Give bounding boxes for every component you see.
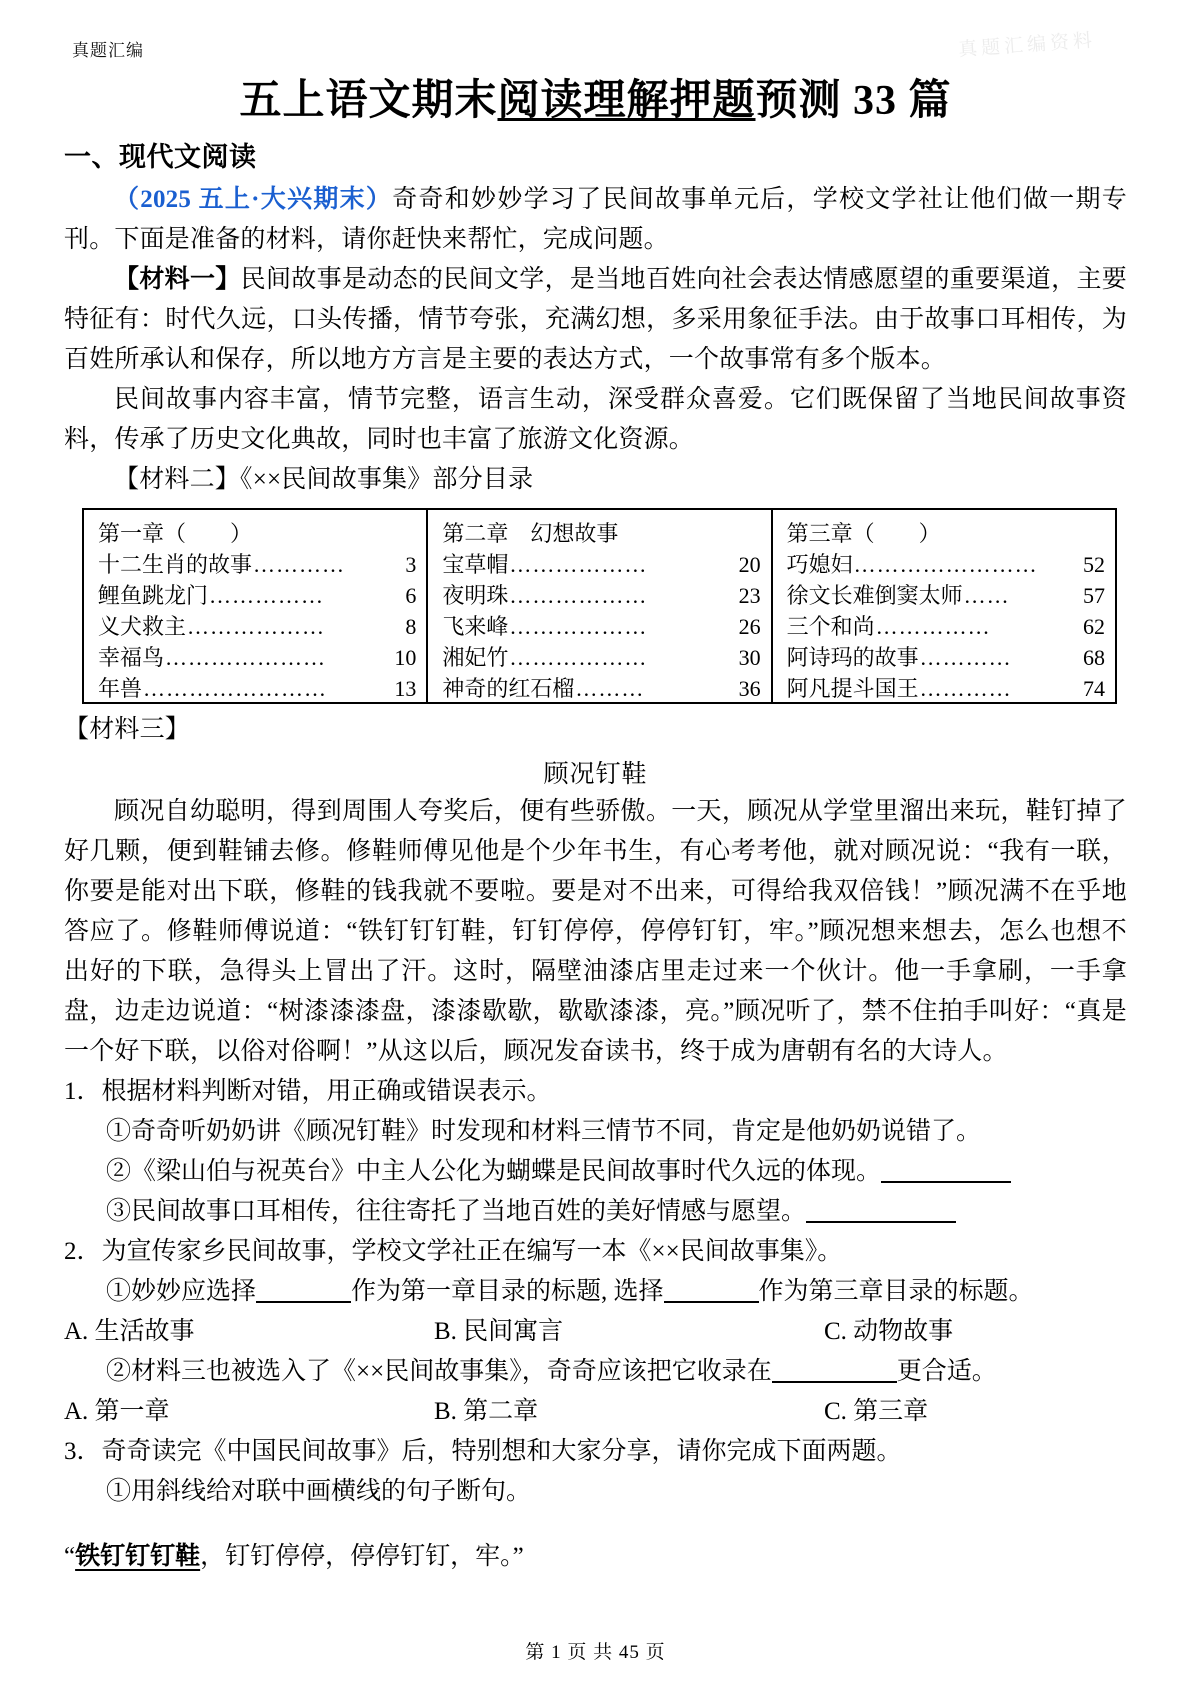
answer-blank[interactable] <box>881 1181 1011 1183</box>
toc-entry-page: 10 <box>394 645 417 670</box>
answer-blank[interactable] <box>772 1381 897 1383</box>
toc-dots: ………… <box>253 552 346 577</box>
toc-entry-page: 52 <box>1082 552 1105 577</box>
toc-entry-name: 阿诗玛的故事 <box>786 645 919 670</box>
toc-entry-page: 6 <box>405 583 417 608</box>
toc-entry <box>98 549 416 580</box>
intro-text: 奇奇和妙妙学习了民间故事单元后，学校文学社让他们做一期专刊。下面是准备的材料，请你赶快来帮忙，完成问题。 <box>64 186 1127 253</box>
toc-entry-name: 十二生肖的故事 <box>98 552 253 577</box>
table-of-contents <box>82 508 1117 704</box>
question-3-stem: 奇奇读完《中国民间故事》后，特别想和大家分享，请你完成下面两题。 <box>101 1438 902 1465</box>
toc-entry-name: 义犬救主 <box>98 614 187 639</box>
toc-entry-name: 徐文长难倒窦太师 <box>786 583 963 608</box>
option-c[interactable]: C. 动物故事 <box>824 1318 954 1345</box>
title-pre: 五上语文期末 <box>239 78 498 124</box>
question-2-number: 2． <box>64 1238 102 1265</box>
quote-open: “ <box>64 1543 76 1570</box>
question-2-options-1 <box>64 1312 1127 1352</box>
toc-column-3 <box>771 510 1115 702</box>
question-1 <box>64 1072 1127 1112</box>
question-2-sub1-part-a: ①妙妙应选择 <box>106 1278 257 1305</box>
toc-entry-name: 宝草帽 <box>442 552 509 577</box>
question-3 <box>64 1432 1127 1472</box>
question-2-sub-1 <box>64 1272 1127 1312</box>
toc-entry-name: 神奇的红石榴 <box>442 676 575 701</box>
toc-entry-page: 26 <box>738 614 761 639</box>
section-heading: 一、现代文阅读 <box>64 142 257 172</box>
toc-dots: ……………… <box>187 614 326 639</box>
toc-dots: …………… <box>209 583 325 608</box>
toc-entry-page: 8 <box>405 614 417 639</box>
toc-entry <box>442 642 760 673</box>
toc-entry <box>787 642 1105 673</box>
toc-entry <box>787 580 1105 611</box>
toc-entry <box>787 673 1105 704</box>
toc-entry-name: 飞来峰 <box>442 614 509 639</box>
toc-dots: ……………… <box>509 614 648 639</box>
toc-entry-page: 36 <box>738 676 761 701</box>
quote-rest: ，钉钉停停，停停钉钉，牢。” <box>200 1543 524 1570</box>
question-2-sub1-part-c: 作为第三章目录的标题。 <box>758 1278 1034 1305</box>
option-b[interactable]: B. 第二章 <box>434 1398 539 1425</box>
question-2 <box>64 1232 1127 1272</box>
toc-entry <box>442 580 760 611</box>
toc-entry-page: 30 <box>738 645 761 670</box>
toc-entry-name: 三个和尚 <box>786 614 875 639</box>
question-3-quote <box>64 1537 1127 1577</box>
toc-entry <box>787 611 1105 642</box>
page-footer: 第 1 页 共 45 页 <box>525 1642 666 1663</box>
option-a[interactable]: A. 第一章 <box>64 1398 170 1425</box>
title-underlined: 阅读理解押题 <box>497 78 756 124</box>
toc-entry-page: 13 <box>394 676 417 701</box>
quote-underlined: 铁钉钉钉鞋 <box>75 1543 201 1570</box>
toc-entry <box>442 673 760 704</box>
header-tag: 真题汇编 <box>72 41 144 60</box>
toc-entry <box>98 611 416 642</box>
toc-dots: ……………… <box>509 583 648 608</box>
answer-blank[interactable] <box>256 1301 351 1303</box>
question-2-sub-2 <box>64 1352 1127 1392</box>
toc-dots: ……… <box>575 676 645 701</box>
question-2-options-2 <box>64 1392 1127 1432</box>
toc-dots: ……………… <box>509 645 648 670</box>
toc-entry-page: 20 <box>738 552 761 577</box>
material1-paragraph-2: 民间故事内容丰富，情节完整，语言生动，深受群众喜爱。它们既保留了当地民间故事资料，传承了历史文化典故，同时也丰富了旅游文化资源。 <box>64 386 1127 453</box>
toc-entry-name: 湘妃竹 <box>442 645 509 670</box>
question-1-item-3-text: ③民间故事口耳相传，往往寄托了当地百姓的美好情感与愿望。 <box>106 1198 807 1225</box>
question-2-sub1-part-b: 作为第一章目录的标题, 选择 <box>351 1278 664 1305</box>
toc-entry <box>442 611 760 642</box>
toc-entry-page: 23 <box>738 583 761 608</box>
toc-entry-name: 幸福鸟 <box>98 645 165 670</box>
question-1-item-1: ①奇奇听奶奶讲《顾况钉鞋》时发现和材料三情节不同，肯定是他奶奶说错了。 <box>106 1118 982 1145</box>
toc-dots: ………………… <box>165 645 327 670</box>
watermark: 真题汇编资料 <box>957 30 1097 61</box>
toc-entry-name: 年兽 <box>98 676 143 701</box>
toc-dots: ……………… <box>509 552 648 577</box>
toc-column-title: 第一章（ ） <box>98 521 253 546</box>
option-a[interactable]: A. 生活故事 <box>64 1318 195 1345</box>
question-2-sub2-part-b: 更合适。 <box>896 1358 997 1385</box>
option-c[interactable]: C. 第三章 <box>824 1398 929 1425</box>
toc-entry-name: 鲤鱼跳龙门 <box>98 583 209 608</box>
toc-entry-page: 3 <box>405 552 417 577</box>
title-post: 预测 33 篇 <box>755 78 952 124</box>
story-body: 顾况自幼聪明，得到周围人夸奖后，便有些骄傲。一天，顾况从学堂里溜出来玩，鞋钉掉了好几颗，便到鞋铺去修。修鞋师傅见他是个少年书生，有心考考他，就对顾况说：“我有一联，你要是能对出下联，修鞋的钱我就不要啦。要是对不出来，可得给我双倍钱！”顾况满不在乎地答应了。修鞋师傅说道：“铁钉钉钉鞋，钉钉停停，停停钉钉，牢。”顾况想来想去，怎么也想不出好的下联，急得头上冒出了汗。这时，隔壁油漆店里走过来一个伙计。他一手拿刷，一手拿盘，边走边说道：“树漆漆漆盘，漆漆歇歇，歇歇漆漆，亮。”顾况听了，禁不住拍手叫好：“真是一个好下联，以俗对俗啊！”从这以后，顾况发奋读书，终于成为唐朝有名的大诗人。 <box>64 798 1127 1065</box>
toc-entry-page: 68 <box>1082 645 1105 670</box>
toc-entry-page: 62 <box>1082 614 1105 639</box>
question-2-stem: 为宣传家乡民间故事，学校文学社正在编写一本《××民间故事集》。 <box>101 1238 843 1265</box>
question-2-sub2-part-a: ②材料三也被选入了《××民间故事集》，奇奇应该把它收录在 <box>106 1358 772 1385</box>
toc-entry <box>787 549 1105 580</box>
material1-label: 【材料一】 <box>114 266 241 293</box>
material3-label: 【材料三】 <box>64 716 191 743</box>
toc-entry <box>98 580 416 611</box>
toc-dots: …………………… <box>143 676 328 701</box>
toc-dots: ………… <box>919 676 1012 701</box>
toc-column-1 <box>84 510 426 702</box>
page-title <box>64 67 1127 127</box>
toc-entry-name: 巧媳妇 <box>786 552 853 577</box>
question-1-stem: 根据材料判断对错，用正确或错误表示。 <box>101 1078 552 1105</box>
toc-entry <box>98 673 416 704</box>
toc-entry-page: 74 <box>1082 676 1105 701</box>
toc-dots: …………………… <box>853 552 1038 577</box>
toc-dots: …………… <box>875 614 991 639</box>
toc-dots: ………… <box>919 645 1012 670</box>
material2-label: 【材料二】《××民间故事集》部分目录 <box>114 466 534 493</box>
toc-column-2 <box>426 510 770 702</box>
toc-column-title: 第二章 幻想故事 <box>442 521 619 546</box>
toc-entry-name: 夜明珠 <box>442 583 509 608</box>
material1-text-1: 民间故事是动态的民间文学，是当地百姓向社会表达情感愿望的重要渠道，主要特征有：时代久远，口头传播，情节夸张，充满幻想，多采用象征手法。由于故事口耳相传，为百姓所承认和保存，所以地方方言是主要的表达方式，一个故事常有多个版本。 <box>64 266 1127 373</box>
question-1-item-2-text: ②《梁山伯与祝英台》中主人公化为蝴蝶是民间故事时代久远的体现。 <box>106 1158 882 1185</box>
intro-paragraph <box>64 180 1127 260</box>
toc-entry-page: 57 <box>1082 583 1105 608</box>
material1-paragraph-1 <box>64 260 1127 380</box>
toc-column-title: 第三章（ ） <box>786 521 941 546</box>
toc-entry <box>442 549 760 580</box>
question-3-number: 3． <box>64 1438 102 1465</box>
option-b[interactable]: B. 民间寓言 <box>434 1318 564 1345</box>
question-3-item-1: ①用斜线给对联中画横线的句子断句。 <box>106 1478 532 1505</box>
toc-entry <box>98 642 416 673</box>
answer-blank[interactable] <box>806 1221 956 1223</box>
answer-blank[interactable] <box>664 1301 759 1303</box>
source-tag: （2025 五上·大兴期末） <box>114 186 393 213</box>
question-1-item-2 <box>64 1152 1127 1192</box>
toc-dots: …… <box>963 583 1010 608</box>
story-title: 顾况钉鞋 <box>543 761 648 788</box>
toc-entry-name: 阿凡提斗国王 <box>786 676 919 701</box>
question-1-number: 1． <box>64 1078 102 1105</box>
question-1-item-3 <box>64 1192 1127 1232</box>
